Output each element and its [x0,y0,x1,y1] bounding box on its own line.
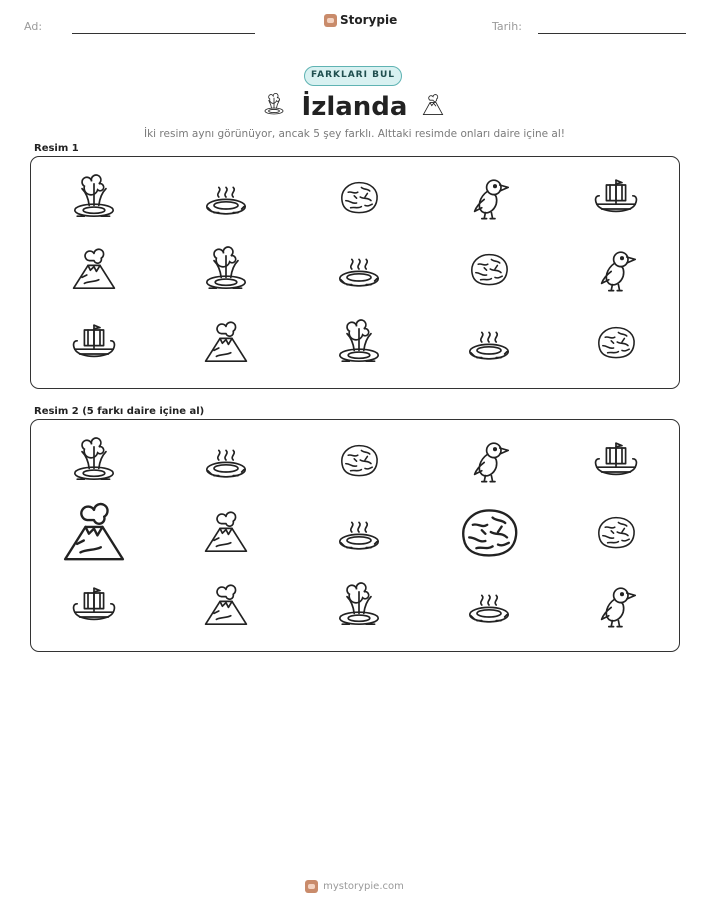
geyser-icon [70,173,118,221]
puffin-icon [465,173,513,221]
name-line[interactable] [72,33,255,34]
lava-rock-icon [592,318,640,366]
name-label: Ad: [24,20,43,33]
viking-ship-icon [70,318,118,366]
picture2-label: Resim 2 (5 farkı daire içine al) [34,406,205,417]
instructions: İki resim aynı görünüyor, ancak 5 şey farklı. Alttaki resimde onları daire içine al! [144,128,565,140]
lava-rock-icon [335,173,383,221]
geyser-icon [202,245,250,293]
hot-spring-icon [335,245,383,293]
picture1-panel [30,156,680,389]
hot-spring-icon [465,318,513,366]
lava-rock-icon[interactable] [592,508,640,556]
lava-rock-icon [465,245,513,293]
storypie-mascot-icon [305,880,318,893]
puffin-icon[interactable] [592,581,640,629]
title-volcano-icon [421,92,445,122]
volcano-icon [202,318,250,366]
picture2-panel[interactable] [30,419,680,652]
page-title: İzlanda [301,92,408,122]
geyser-icon[interactable] [335,581,383,629]
footer [0,880,709,893]
volcano-icon[interactable] [60,498,128,566]
storypie-logo [324,13,397,27]
hot-spring-icon[interactable] [202,436,250,484]
viking-ship-icon [592,173,640,221]
volcano-icon[interactable] [202,508,250,556]
storypie-mascot-icon [324,14,337,27]
hot-spring-icon[interactable] [465,581,513,629]
puffin-icon[interactable] [465,436,513,484]
geyser-icon [335,318,383,366]
viking-ship-icon[interactable] [592,436,640,484]
lava-rock-icon[interactable] [453,496,525,568]
hot-spring-icon [202,173,250,221]
footer-site: mystorypie.com [323,881,404,892]
puffin-icon [592,245,640,293]
date-label: Tarih: [492,20,522,33]
lava-rock-icon[interactable] [335,436,383,484]
volcano-icon [70,245,118,293]
viking-ship-icon[interactable] [70,581,118,629]
activity-badge: FARKLARI BUL [304,66,402,86]
hot-spring-icon[interactable] [335,508,383,556]
geyser-icon[interactable] [70,436,118,484]
brand-name: Storypie [340,13,398,27]
volcano-icon[interactable] [202,581,250,629]
picture1-label: Resim 1 [34,143,79,154]
date-line[interactable] [538,33,686,34]
